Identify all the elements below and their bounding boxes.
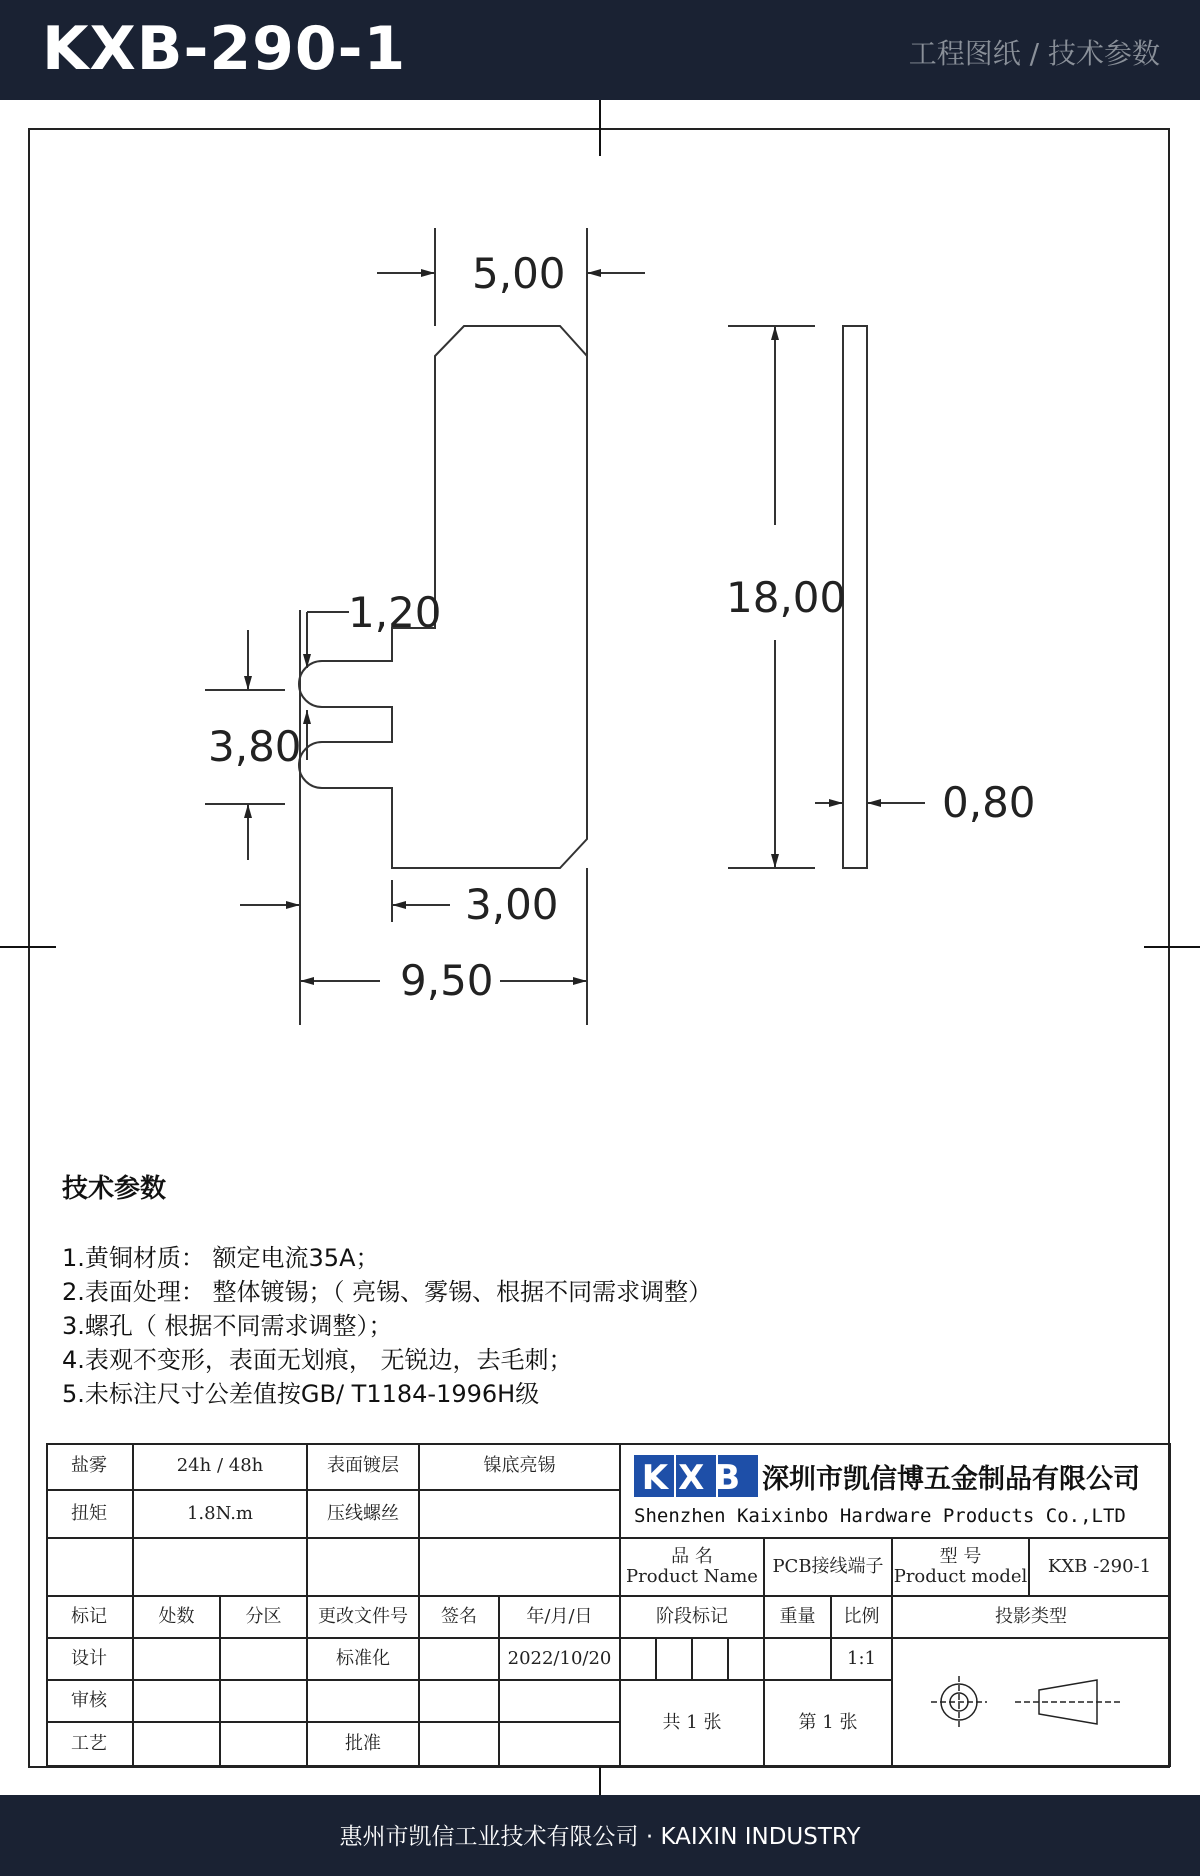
- side-view: [843, 326, 867, 868]
- first-angle-projection-icon: [911, 1662, 1151, 1742]
- cell-weight-value: [765, 1639, 832, 1681]
- part-outline: [299, 326, 587, 868]
- col-projection: 投影类型: [893, 1597, 1171, 1639]
- param-item: 2.表面处理： 整体镀锡；（ 亮锡、雾锡、根据不同需求调整）: [62, 1278, 713, 1306]
- col-sign: 签名: [420, 1597, 500, 1639]
- product-name-label-en: Product Name: [626, 1566, 758, 1587]
- params-list: [62, 1241, 712, 1411]
- cell-empty: [420, 1539, 621, 1597]
- company-name-cn: 深圳市凯信博五金制品有限公司: [762, 1464, 1140, 1495]
- part-drawing: [0, 100, 1200, 1050]
- dim-height: 18,00: [726, 573, 847, 622]
- footer-bar: [0, 1795, 1200, 1876]
- param-item: 1.黄铜材质： 额定电流35A；: [62, 1244, 380, 1272]
- param-item: 5.未标注尺寸公差值按GB/ T1184-1996H级: [62, 1380, 540, 1408]
- company-name-en: Shenzhen Kaixinbo Hardware Products Co.,LTD: [634, 1505, 1126, 1527]
- stage-box: [657, 1639, 693, 1681]
- cell-sheet-no: 第 1 张: [765, 1681, 893, 1767]
- cell-salt-value: 24h / 48h: [134, 1443, 308, 1491]
- dim-slot-edge: 1,20: [348, 588, 442, 637]
- cell-screw-value: [420, 1491, 621, 1539]
- title-block: [46, 1443, 1171, 1767]
- projection-symbol-cell: [893, 1639, 1171, 1767]
- cell-screw-label: 压线螺丝: [308, 1491, 420, 1539]
- stage-box: [621, 1639, 657, 1681]
- dim-overall-width: 9,50: [400, 956, 494, 1005]
- cell-product-name-value: PCB接线端子: [765, 1539, 893, 1597]
- cell-empty: [420, 1723, 500, 1767]
- col-date: 年/月/日: [500, 1597, 621, 1639]
- dim-thickness: 0,80: [942, 778, 1036, 827]
- cell-plating-value: 镍底亮锡: [420, 1443, 621, 1491]
- col-weight: 重量: [765, 1597, 832, 1639]
- company-logo: [634, 1455, 758, 1497]
- cell-empty: [134, 1539, 308, 1597]
- params-title: 技术参数: [62, 1174, 167, 1204]
- dim-top-width: 5,00: [472, 249, 566, 298]
- logo-text: KXB: [641, 1458, 751, 1497]
- kxb-logo-icon: [634, 1455, 758, 1497]
- row-design: 设计: [46, 1639, 134, 1681]
- cell-torque-label: 扭矩: [46, 1491, 134, 1539]
- col-scale: 比例: [832, 1597, 893, 1639]
- cell-salt-label: 盐雾: [46, 1443, 134, 1491]
- col-change-doc: 更改文件号: [308, 1597, 420, 1639]
- header-tag: 工程图纸 / 技术参数: [908, 37, 1160, 70]
- cell-empty: [308, 1681, 420, 1723]
- cell-date-value: 2022/10/20: [500, 1639, 621, 1681]
- col-zone: 分区: [221, 1597, 308, 1639]
- cell-empty: [308, 1539, 420, 1597]
- cell-sheets-total: 共 1 张: [621, 1681, 765, 1767]
- cell-empty: [221, 1639, 308, 1681]
- cell-empty: [134, 1681, 221, 1723]
- cell-empty: [420, 1639, 500, 1681]
- cell-empty: [134, 1723, 221, 1767]
- cell-approve: 批准: [308, 1723, 420, 1767]
- cell-product-name-label: [621, 1539, 765, 1597]
- model-label-cn: 型 号: [939, 1546, 982, 1567]
- param-item: 4.表观不变形，表面无划痕， 无锐边，去毛刺；: [62, 1346, 573, 1374]
- cell-torque-value: 1.8N.m: [134, 1491, 308, 1539]
- stage-box: [729, 1639, 765, 1681]
- row-process: 工艺: [46, 1723, 134, 1767]
- dim-base-width: 3,00: [465, 880, 559, 929]
- cell-model-value: KXB -290-1: [1030, 1539, 1171, 1597]
- footer-text: 惠州市凯信工业技术有限公司 · KAIXIN INDUSTRY: [339, 1824, 861, 1850]
- cell-scale-value: 1:1: [832, 1639, 893, 1681]
- cell-empty: [500, 1723, 621, 1767]
- col-count: 处数: [134, 1597, 221, 1639]
- cell-empty: [46, 1539, 134, 1597]
- header-bar: [0, 0, 1200, 100]
- param-item: 3.螺孔（ 根据不同需求调整）；: [62, 1312, 393, 1340]
- cell-plating-label: 表面镀层: [308, 1443, 420, 1491]
- row-review: 审核: [46, 1681, 134, 1723]
- model-label-en: Product model: [893, 1566, 1028, 1587]
- cell-standardize: 标准化: [308, 1639, 420, 1681]
- cell-empty: [221, 1681, 308, 1723]
- cell-empty: [420, 1681, 500, 1723]
- cell-empty: [134, 1639, 221, 1681]
- model-title: KXB-290-1: [42, 14, 407, 84]
- product-name-label-cn: 品 名: [671, 1546, 713, 1567]
- dim-slot-pitch: 3,80: [208, 722, 302, 771]
- cell-empty: [221, 1723, 308, 1767]
- col-stage: 阶段标记: [621, 1597, 765, 1639]
- cell-empty: [500, 1681, 621, 1723]
- stage-box: [693, 1639, 729, 1681]
- col-mark: 标记: [46, 1597, 134, 1639]
- cell-model-label: [893, 1539, 1030, 1597]
- center-mark-bottom: [599, 1767, 601, 1795]
